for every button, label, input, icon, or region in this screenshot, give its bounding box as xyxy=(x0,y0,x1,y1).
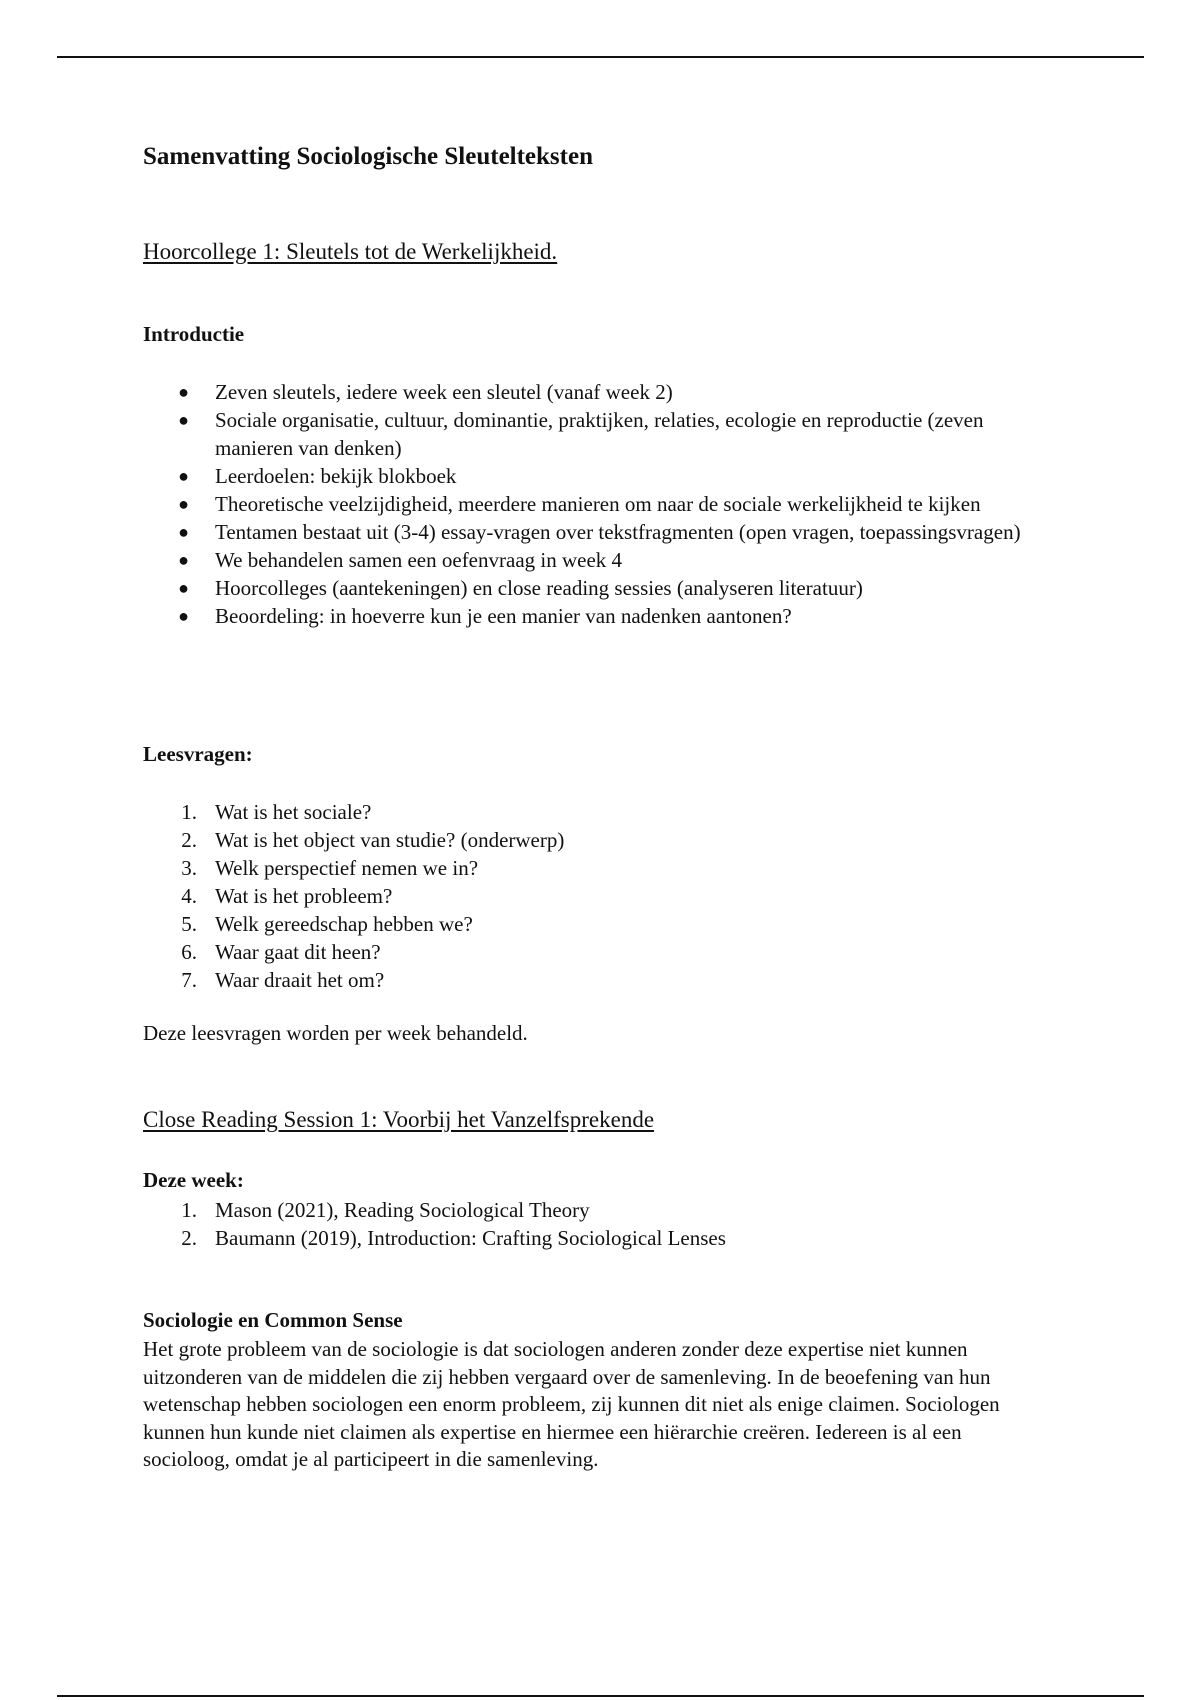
document-title: Samenvatting Sociologische Sleutelteksten xyxy=(143,143,593,170)
list-item: 3. Welk perspectief nemen we in? xyxy=(143,854,1043,882)
list-item: ● We behandelen samen een oefenvraag in week 4 xyxy=(143,546,1043,574)
common-sense-paragraph: Het grote probleem van de sociologie is dat sociologen anderen zonder deze expertise niet kunnen uitzonderen van de middelen die zij hebben vergaard over de samenleving. In de beoefening van hun wetenschap hebben sociologen een enorm probleem, zij kunnen dit niet als enige claimen. Sociologen kunnen hun kunde niet claimen als expertise en hiermee een hiërarchie creëren. Iedereen is al een socioloog, omdat je al participeert in die samenleving. xyxy=(143,1337,1000,1471)
bullet-marker: ● xyxy=(178,550,189,570)
section-heading-close-reading-1: Close Reading Session 1: Voorbij het Vanzelfsprekende xyxy=(143,1107,655,1132)
bullet-marker: ● xyxy=(178,466,189,486)
list-item: 2. Baumann (2019), Introduction: Crafting Sociological Lenses xyxy=(143,1224,1043,1252)
list-number: 1. xyxy=(181,800,197,824)
leesvragen-numbered-list xyxy=(143,798,1043,994)
bullet-marker: ● xyxy=(178,494,189,514)
list-number: 1. xyxy=(181,1198,197,1222)
bullet-marker: ● xyxy=(178,578,189,598)
list-item: ● Hoorcolleges (aantekeningen) en close reading sessies (analyseren literatuur) xyxy=(143,574,1043,602)
bullet-marker: ● xyxy=(178,382,189,402)
deze-week-numbered-list xyxy=(143,1196,1043,1252)
list-item: ● Theoretische veelzijdigheid, meerdere manieren om naar de sociale werkelijkheid te kijken xyxy=(143,490,1043,518)
bullet-marker: ● xyxy=(178,606,189,626)
list-number: 6. xyxy=(181,940,197,964)
list-item: 2. Wat is het object van studie? (onderwerp) xyxy=(143,826,1043,854)
bottom-rule xyxy=(57,1695,1144,1697)
list-item: ● Sociale organisatie, cultuur, dominantie, praktijken, relaties, ecologie en reproductie (zeven manieren van denken) xyxy=(143,406,1043,462)
list-item: 1. Mason (2021), Reading Sociological Theory xyxy=(143,1196,1043,1224)
list-number: 7. xyxy=(181,968,197,992)
leesvragen-note: Deze leesvragen worden per week behandeld. xyxy=(143,1021,528,1045)
deze-week-heading: Deze week: xyxy=(143,1168,244,1192)
bullet-marker: ● xyxy=(178,522,189,542)
list-number: 5. xyxy=(181,912,197,936)
list-number: 4. xyxy=(181,884,197,908)
list-number: 2. xyxy=(181,1226,197,1250)
introductie-heading: Introductie xyxy=(143,322,245,346)
list-item: 7. Waar draait het om? xyxy=(143,966,1043,994)
introductie-bullet-list xyxy=(143,378,1043,630)
bullet-marker: ● xyxy=(178,410,189,430)
common-sense-heading: Sociologie en Common Sense xyxy=(143,1308,403,1332)
list-item: ● Leerdoelen: bekijk blokboek xyxy=(143,462,1043,490)
list-item: 6. Waar gaat dit heen? xyxy=(143,938,1043,966)
list-number: 2. xyxy=(181,828,197,852)
top-rule xyxy=(57,56,1144,58)
list-item: ● Zeven sleutels, iedere week een sleutel (vanaf week 2) xyxy=(143,378,1043,406)
list-item: 1. Wat is het sociale? xyxy=(143,798,1043,826)
section-heading-hoorcollege-1: Hoorcollege 1: Sleutels tot de Werkelijkheid. xyxy=(143,239,558,264)
list-number: 3. xyxy=(181,856,197,880)
list-item: ● Tentamen bestaat uit (3-4) essay-vragen over tekstfragmenten (open vragen, toepassingsvragen) xyxy=(143,518,1043,546)
list-item: 5. Welk gereedschap hebben we? xyxy=(143,910,1043,938)
list-item: ● Beoordeling: in hoeverre kun je een manier van nadenken aantonen? xyxy=(143,602,1043,630)
leesvragen-heading: Leesvragen: xyxy=(143,742,253,766)
list-item: 4. Wat is het probleem? xyxy=(143,882,1043,910)
